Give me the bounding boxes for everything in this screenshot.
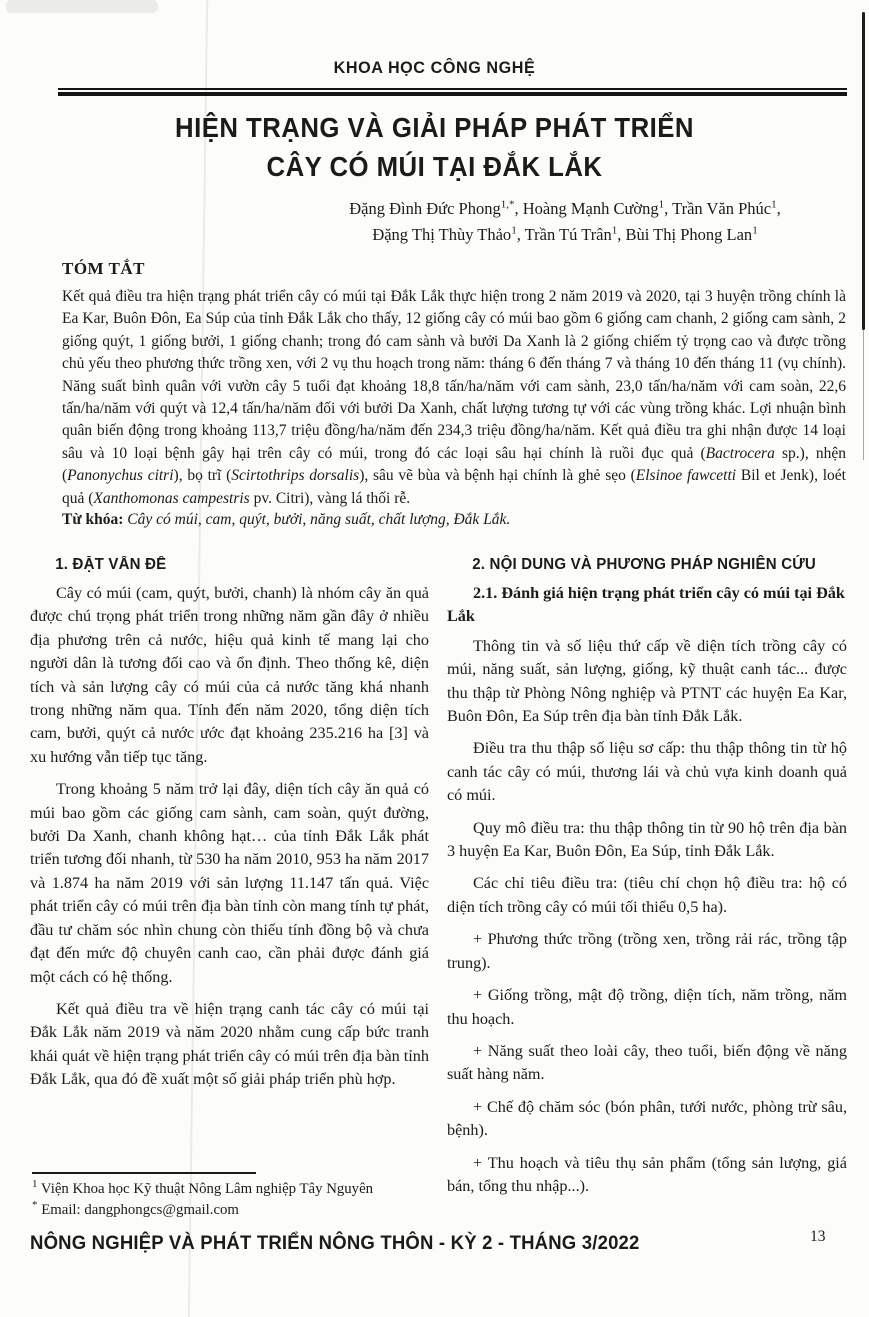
- right-paragraph-6: + Giống trồng, mật độ trồng, diện tích, năm trồng, năm thu hoạch.: [447, 986, 847, 1028]
- keywords-line: [62, 511, 846, 529]
- right-paragraph-2: Điều tra thu thập số liệu sơ cấp: thu thập thông tin từ hộ canh tác cây có múi, thương lái và chủ vựa kinh doanh quả có múi.: [447, 739, 847, 805]
- scan-smudge-artifact: [6, 0, 158, 13]
- section-2-1-subheading: 2.1. Đánh giá hiện trạng phát triển cây có múi tại Đắk Lắk: [447, 584, 845, 626]
- article-title-line1: HIỆN TRẠNG VÀ GIẢI PHÁP PHÁT TRIỂN: [175, 112, 694, 143]
- footer-journal-line: NÔNG NGHIỆP VÀ PHÁT TRIỂN NÔNG THÔN - KỲ 2 - THÁNG 3/2022: [30, 1232, 640, 1254]
- journal-section-header: KHOA HỌC CÔNG NGHỆ: [333, 58, 536, 77]
- footnote-rule: [32, 1172, 256, 1174]
- scan-edge-line-faint-artifact: [863, 330, 864, 460]
- right-paragraph-4: Các chỉ tiêu điều tra: (tiêu chí chọn hộ điều tra: hộ có diện tích trồng cây có múi tối thiểu 0,5 ha).: [447, 874, 847, 916]
- right-paragraph-8: + Chế độ chăm sóc (bón phân, tưới nước, phòng trừ sâu, bệnh).: [447, 1097, 847, 1140]
- section-1-heading: 1. ĐẶT VẤN ĐỀ: [55, 556, 167, 573]
- footnote-email: * Email: dangphongcs@gmail.com: [32, 1199, 239, 1218]
- keywords-value: Cây có múi, cam, quýt, bưởi, năng suất, chất lượng, Đắk Lắk.: [127, 511, 511, 528]
- footnote-block: [32, 1179, 462, 1221]
- section-2-heading: 2. NỘI DUNG VÀ PHƯƠNG PHÁP NGHIÊN CỨU: [472, 556, 816, 573]
- right-column: [447, 556, 847, 1207]
- right-paragraph-5: + Phương thức trồng (trồng xen, trồng rải rác, trồng tập trung).: [447, 930, 847, 972]
- right-paragraph-7: + Năng suất theo loài cây, theo tuổi, biến động về năng suất hàng năm.: [447, 1041, 847, 1084]
- left-paragraph-3: Kết quả điều tra về hiện trạng canh tác cây có múi tại Đắk Lắk năm 2019 và năm 2020 nhằm cung cấp bức tranh khái quát về hiện trạng phát triển cây có múi trên địa bàn tỉnh Đắk Lắk, qua đó đề xuất một số giải pháp triển phù hợp.: [30, 999, 429, 1089]
- header-rule-thin: [58, 88, 847, 90]
- keywords-label: Từ khóa:: [62, 511, 128, 528]
- author-list: [300, 196, 830, 248]
- left-paragraph-1: Cây có múi (cam, quýt, bưởi, chanh) là nhóm cây ăn quả được chú trọng phát triển trong những năm gần đây ở nhiều địa phương trên cả nước, hiệu quả kinh tế mang lại cho người dân là tương đối cao và ổn định. Theo thống kê, diện tích và sản lượng cây có múi của cả nước tăng khá nhanh trong những năm qua. Tính đến năm 2020, tổng diện tích cam, bưởi, quýt cả nước ước đạt khoảng 235.216 ha [3] và xu hướng vẫn tiếp tục tăng.: [30, 584, 429, 766]
- left-paragraph-2: Trong khoảng 5 năm trở lại đây, diện tích cây ăn quả có múi bao gồm các giống cam sành, cam soàn, quýt đường, bưởi Da Xanh, chanh không hạt… của tỉnh Đắk Lắk phát triển tương đối nhanh, từ 530 ha năm 2010, 953 ha năm 2017 và 1.874 ha năm 2019 với sản lượng 11.147 tấn quả. Việc phát triển cây có múi trên địa bàn tỉnh còn mang tính tự phát, đầu tư chăm sóc nhìn chung còn thiếu tính đồng bộ và chưa đạt đến mức độ chuyên canh cao, cần phải được đánh giá một cách có hệ thống.: [30, 780, 429, 986]
- footnote-affiliation: $^1$ Viện Khoa học Kỹ thuật Nông Lâm nghiệp Tây Nguyên: [32, 1178, 374, 1197]
- header-rule-thick: [58, 92, 847, 96]
- author-line-2: Đặng Thị Thùy Thảo$^1$, Trần Tú Trân$^1$, Bùi Thị Phong Lan$^1$: [372, 224, 758, 244]
- page-number: 13: [810, 1228, 826, 1245]
- abstract-text: Kết quả điều tra hiện trạng phát triển cây có múi tại Đắk Lắk thực hiện trong 2 năm 2019 và 2020, tại 3 huyện trồng chính là Ea Kar, Buôn Đôn, Ea Súp của tỉnh Đắk Lắk cho thấy, 12 giống cây có múi bao gồm 6 giống cam chanh, 2 giống cam sành, 2 giống quýt, 1 giống bưởi, 1 giống chanh; trong đó cam sành và bưởi Da Xanh là 2 giống chiếm tỷ trọng cao và được trồng chủ yếu theo phương thức trồng xen, với 2 vụ thu hoạch trong năm: tháng 6 đến tháng 7 và tháng 10 đến tháng 11 (vụ chính). Năng suất bình quân với vườn cây 5 tuổi đạt khoảng 18,8 tấn/ha/năm với cam sành, 23,0 tấn/ha/năm với cam soàn, 22,6 tấn/ha/năm với quýt và 12,4 tấn/ha/năm đối với bưởi Da Xanh, chất lượng tương tự với các vùng trồng khác. Lợi nhuận bình quân biến động trong khoảng 113,7 triệu đồng/ha/năm đến 234,3 triệu đồng/ha/năm. Kết quả điều tra ghi nhận được 14 loại sâu và 10 loại bệnh gây hại trên cây có múi, trong đó các loại sâu hại chính là ruồi đục quả (Bactrocera sp.), nhện (Panonychus citri), bọ trĩ (Scirtothrips dorsalis), sâu vẽ bùa và bệnh hại chính là ghẻ sẹo (Elsinoe fawcetti Bil et Jenk), loét quả (Xanthomonas campestris pv. Citri), vàng lá thối rễ.: [62, 288, 846, 507]
- article-title-line2: CÂY CÓ MÚI TẠI ĐẮK LẮK: [266, 151, 603, 182]
- left-column: [30, 556, 429, 1101]
- abstract-heading: TÓM TẮT: [62, 259, 146, 278]
- header-double-rule: [58, 88, 847, 96]
- right-paragraph-9: + Thu hoạch và tiêu thụ sản phẩm (tổng sản lượng, giá bán, tổng thu nhập...).: [447, 1153, 847, 1195]
- right-paragraph-3: Quy mô điều tra: thu thập thông tin từ 90 hộ trên địa bàn 3 huyện Ea Kar, Buôn Đôn, Ea Súp, tỉnh Đắk Lắk.: [447, 818, 847, 861]
- author-line-1: Đặng Đình Đức Phong$^{1,*}$, Hoàng Mạnh Cường$^1$, Trần Văn Phúc$^1$,: [349, 198, 781, 218]
- scan-edge-line-artifact: [862, 12, 865, 330]
- right-paragraph-1: Thông tin và số liệu thứ cấp về diện tích trồng cây có múi, năng suất, sản lượng, giống, kỹ thuật canh tác... được thu thập từ Phòng Nông nghiệp và PTNT các huyện Ea Kar, Buôn Đôn, Ea Súp trên địa bàn tỉnh Đắk Lắk.: [447, 636, 847, 726]
